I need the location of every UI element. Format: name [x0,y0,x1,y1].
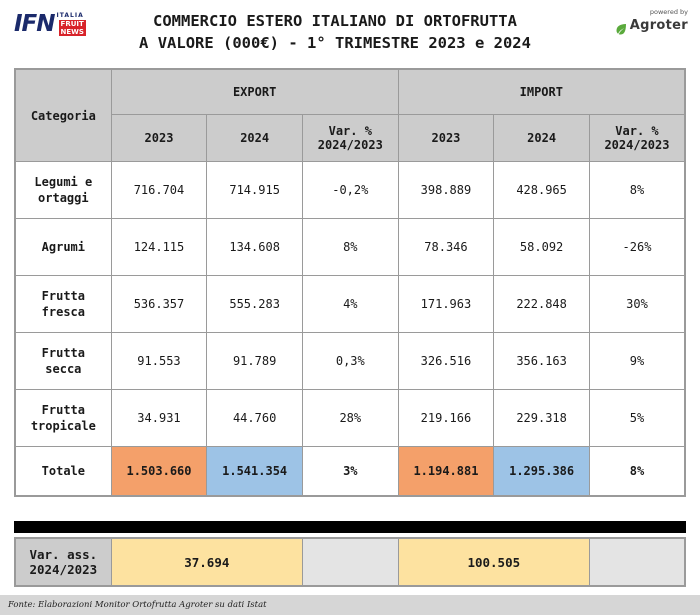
footer-source: Fonte: Elaborazioni Monitor Ortofrutta Agroter su dati Istat [8,600,267,610]
brand-block [615,8,688,33]
header-import-2024: 2024 [494,115,590,162]
variation-export-empty [302,539,398,586]
header [0,0,700,60]
cell-import-var: 5% [589,390,684,447]
variation-import-value: 100.505 [398,539,589,586]
row-category [16,390,112,447]
table-row [16,390,685,447]
cell-import-2024: 58.092 [494,219,590,276]
row-category-line1: Legumi e [34,175,93,189]
row-category [16,219,112,276]
header-export-var-line1: Var. % [328,124,372,138]
cell-export-2024: 555.283 [207,276,303,333]
footer [0,595,700,615]
cell-import-var: 9% [589,333,684,390]
cell-import-2023: 78.346 [398,219,494,276]
table-total-row [16,447,685,496]
header-export-var [302,115,398,162]
cell-import-var: 8% [589,162,684,219]
table-group-header-row [16,70,685,115]
cell-export-var: 8% [302,219,398,276]
header-import-2023: 2023 [398,115,494,162]
cell-import-2024: 229.318 [494,390,590,447]
cell-export-2024: 134.608 [207,219,303,276]
header-import-var-line2: 2024/2023 [604,138,670,152]
cell-import-var: 30% [589,276,684,333]
header-import-var [589,115,684,162]
table-row [16,333,685,390]
cell-export-var: 0,3% [302,333,398,390]
variation-label [16,539,112,586]
section-divider [14,521,686,533]
title-line-2: A VALORE (000€) - 1° TRIMESTRE 2023 e 2024 [139,34,531,52]
header-categoria: Categoria [16,70,112,162]
total-export-2024: 1.541.354 [207,447,303,496]
table-row [16,276,685,333]
title-line-1: COMMERCIO ESTERO ITALIANO DI ORTOFRUTTA [153,12,517,30]
cell-import-2023: 171.963 [398,276,494,333]
cell-export-2024: 91.789 [207,333,303,390]
variation-label-line2: 2024/2023 [29,562,98,577]
total-export-2023: 1.503.660 [111,447,207,496]
logo-badge-news: NEWS [60,28,84,36]
total-import-var: 8% [589,447,684,496]
header-export-2024: 2024 [207,115,303,162]
row-category-line1: Frutta [41,346,85,360]
ifn-logo [14,6,84,42]
table-row [16,162,685,219]
leaf-icon [615,20,627,32]
logo-text-ifn: IFN [14,10,55,37]
row-category-line2: ortaggi [38,191,89,205]
cell-import-var: -26% [589,219,684,276]
row-category [16,162,112,219]
logo-text-italia: ITALIA [56,12,84,19]
row-category-line2: secca [45,362,82,376]
variation-table [14,537,686,587]
variation-label-line1: Var. ass. [29,547,98,562]
header-import-var-line1: Var. % [615,124,659,138]
header-import: IMPORT [398,70,684,115]
logo-badge-fruit: FRUIT [59,20,86,28]
cell-export-2023: 716.704 [111,162,207,219]
header-export: EXPORT [111,70,398,115]
cell-import-2023: 219.166 [398,390,494,447]
page-title [90,10,580,54]
row-category-line1: Frutta [41,403,85,417]
table-subheader-row [16,115,685,162]
total-import-2024: 1.295.386 [494,447,590,496]
cell-export-2023: 536.357 [111,276,207,333]
cell-import-2024: 222.848 [494,276,590,333]
total-label: Totale [16,447,112,496]
variation-row [16,539,685,586]
cell-import-2024: 428.965 [494,162,590,219]
cell-export-var: -0,2% [302,162,398,219]
cell-export-var: 4% [302,276,398,333]
row-category-line2: tropicale [30,419,96,433]
row-category-line1: Agrumi [41,240,85,254]
cell-export-2024: 714.915 [207,162,303,219]
main-data-table [14,68,686,497]
total-import-2023: 1.194.881 [398,447,494,496]
variation-import-empty [589,539,684,586]
cell-export-2023: 91.553 [111,333,207,390]
row-category-line1: Frutta [41,289,85,303]
row-category [16,333,112,390]
brand-name: Agroter [629,18,688,33]
cell-export-var: 28% [302,390,398,447]
header-export-var-line2: 2024/2023 [317,138,383,152]
row-category [16,276,112,333]
row-category-line2: fresca [41,305,85,319]
total-export-var: 3% [302,447,398,496]
cell-import-2023: 398.889 [398,162,494,219]
variation-export-value: 37.694 [111,539,302,586]
cell-export-2023: 34.931 [111,390,207,447]
cell-import-2024: 356.163 [494,333,590,390]
header-export-2023: 2023 [111,115,207,162]
cell-import-2023: 326.516 [398,333,494,390]
cell-export-2023: 124.115 [111,219,207,276]
cell-export-2024: 44.760 [207,390,303,447]
table-row [16,219,685,276]
powered-by-label: powered by [649,8,688,16]
